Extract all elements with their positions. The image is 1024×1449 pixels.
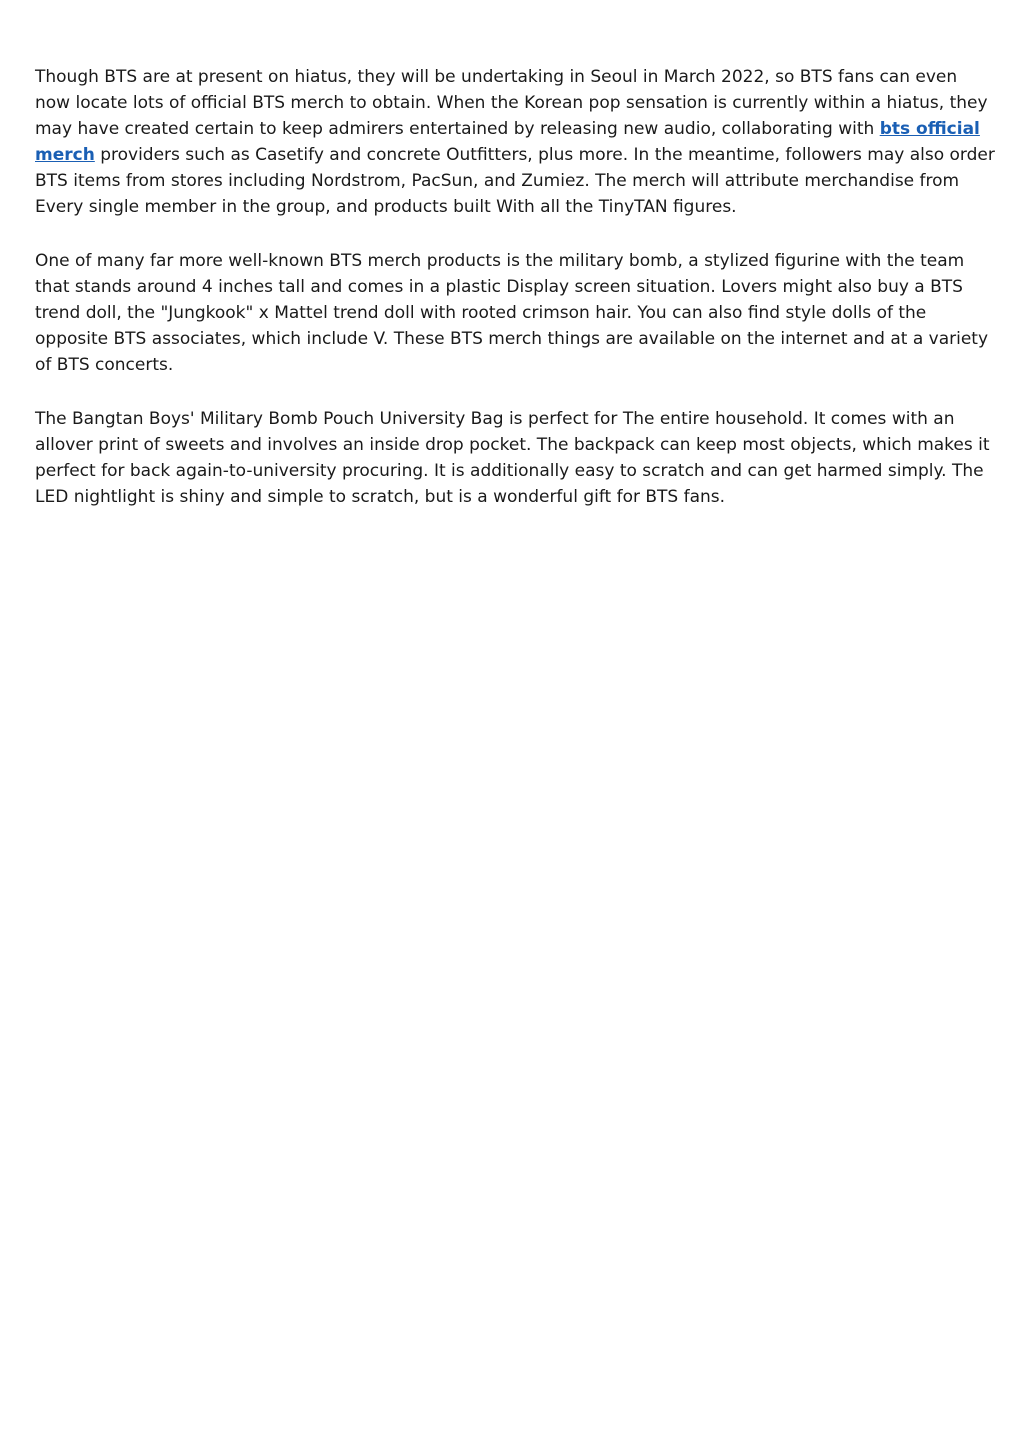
paragraph-1-text-end: providers such as Casetify and concrete Outfitters, plus more. In the meantime, followers may also order BTS items from stores including Nordstrom, PacSun, and Zumiez. The merch will attribute merchandise from Every single member in the group, and products built With all the TinyTAN figures. [35, 145, 995, 217]
paragraph-3: The Bangtan Boys' Military Bomb Pouch University Bag is perfect for The entire household. It comes with an allover print of sweets and involves an inside drop pocket. The backpack can keep most objects, which makes it perfect for back again-to-university procuring. It is additionally easy to scratch and can get harmed simply. The LED nightlight is shiny and simple to scratch, but is a wonderful gift for BTS fans. [35, 409, 990, 507]
document-body [35, 64, 995, 538]
paragraph-1 [35, 64, 995, 220]
paragraph-2: One of many far more well-known BTS merch products is the military bomb, a stylized figurine with the team that stands around 4 inches tall and comes in a plastic Display screen situation. Lovers might also buy a BTS trend doll, the "Jungkook" x Mattel trend doll with rooted crimson hair. You can also find style dolls of the opposite BTS associates, which include V. These BTS merch things are available on the internet and at a variety of BTS concerts. [35, 251, 989, 375]
paragraph-1-text-start: Though BTS are at present on hiatus, they will be undertaking in Seoul in March 2022, so BTS fans can even now locate lots of official BTS merch to obtain. When the Korean pop sensation is currently within a hiatus, they may have created certain to keep admirers entertained by releasing new audio, collaborating with [35, 67, 988, 139]
bts-official-merch-link[interactable]: bts official merch [35, 119, 980, 165]
